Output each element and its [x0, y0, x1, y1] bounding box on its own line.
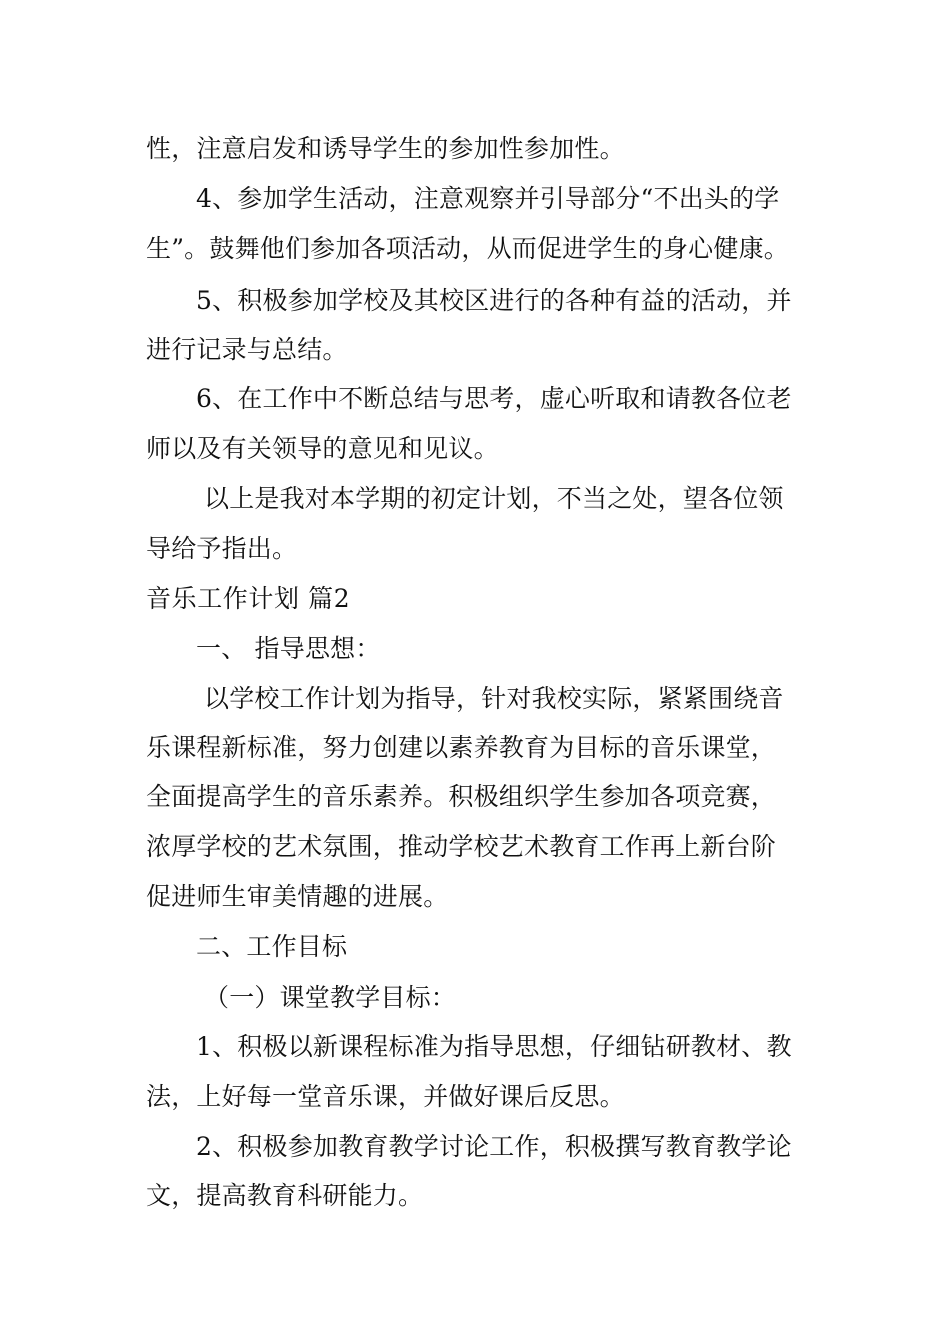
text-line: 1、积极以新课程标准为指导思想，仔细钻研教材、教	[196, 1032, 792, 1061]
subheading: 一、 指导思想：	[196, 634, 381, 663]
text-line: 导给予指出。	[146, 534, 298, 563]
text-line: 以上是我对本学期的初定计划，不当之处，望各位领	[204, 484, 784, 513]
text-line: 以学校工作计划为指导，针对我校实际，紧紧围绕音	[204, 684, 784, 713]
text-line: 师以及有关领导的意见和见议。	[146, 434, 499, 463]
subheading: 二、工作目标	[196, 932, 348, 961]
text-line: 法，上好每一堂音乐课，并做好课后反思。	[146, 1082, 625, 1111]
text-line: 全面提高学生的音乐素养。积极组织学生参加各项竞赛，	[146, 782, 777, 811]
text-line: 文，提高教育科研能力。	[146, 1181, 424, 1210]
section-heading: 音乐工作计划 篇2	[146, 584, 351, 613]
text-line: 乐课程新标准，努力创建以素养教育为目标的音乐课堂，	[146, 733, 777, 762]
text-line: 生”。鼓舞他们参加各项活动，从而促进学生的身心健康。	[146, 234, 789, 263]
text-line: 浓厚学校的艺术氛围，推动学校艺术教育工作再上新台阶	[146, 832, 777, 861]
text-line: 4、参加学生活动，注意观察并引导部分“不出头的学	[196, 184, 780, 213]
text-line: 进行记录与总结。	[146, 335, 348, 364]
text-line: 促进师生审美情趣的进展。	[146, 882, 449, 911]
subheading: （一）课堂教学目标：	[204, 983, 457, 1012]
text-line: 6、在工作中不断总结与思考，虚心听取和请教各位老	[196, 384, 792, 413]
text-line: 2、积极参加教育教学讨论工作，积极撰写教育教学论	[196, 1132, 792, 1161]
text-line: 性，注意启发和诱导学生的参加性参加性。	[146, 134, 625, 163]
text-line: 5、积极参加学校及其校区进行的各种有益的活动，并	[196, 286, 792, 315]
